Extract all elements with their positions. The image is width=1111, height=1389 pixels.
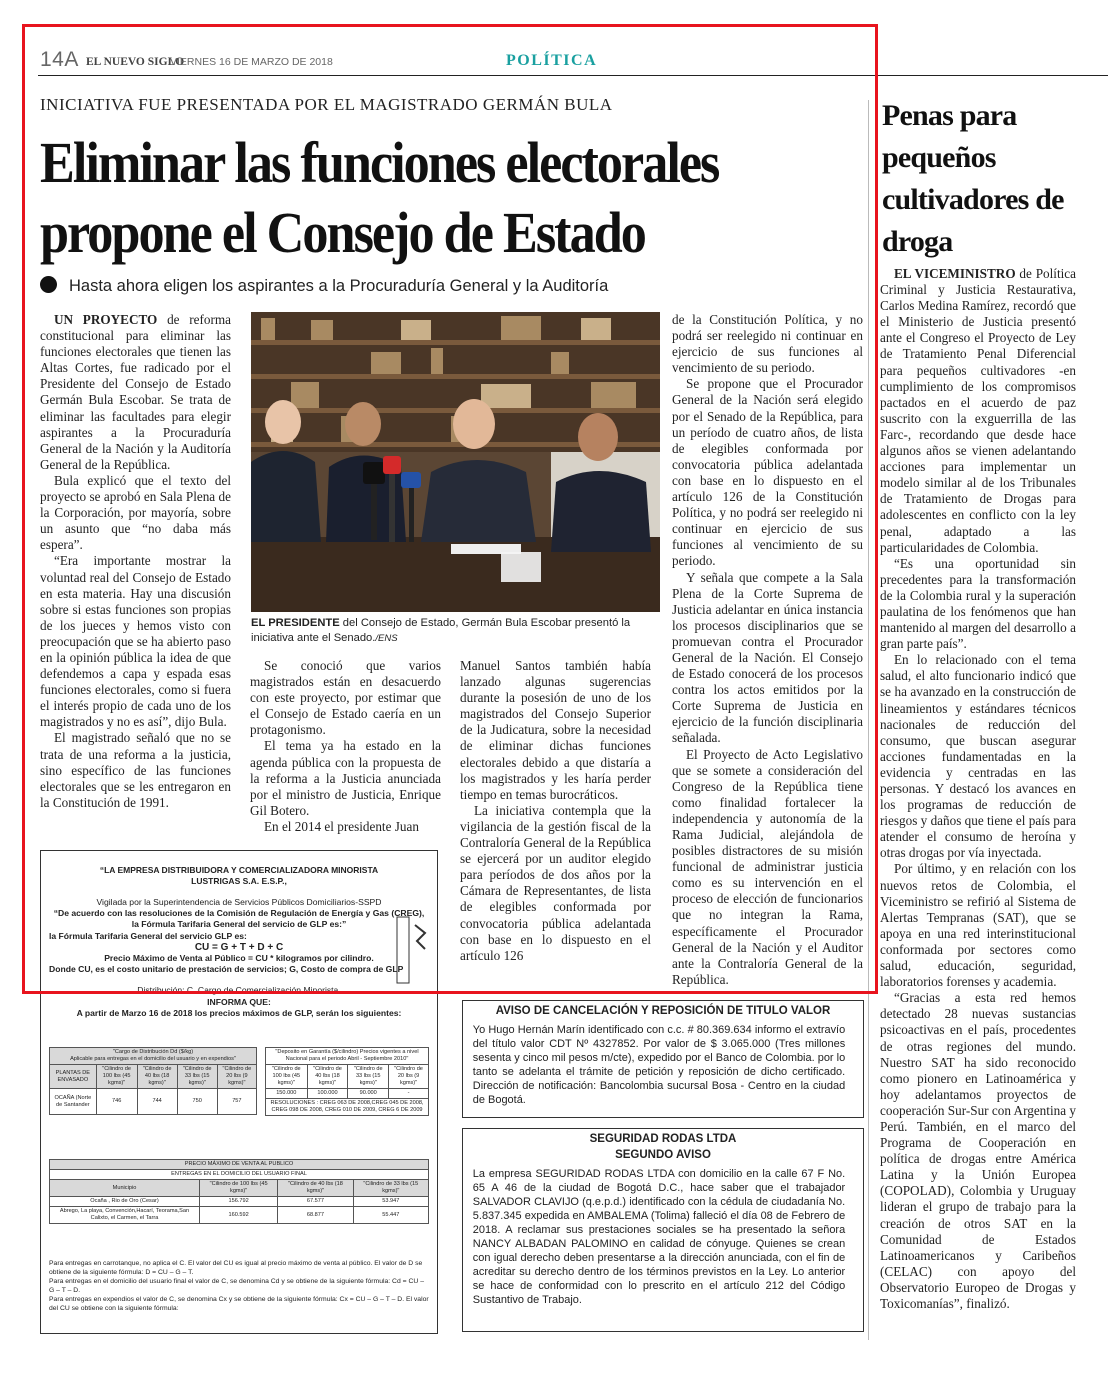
header-rule [38,75,1108,76]
paragraph: Se propone que el Procurador General de la Nación será elegido por el Senado de la República, para un período de cuatro años, de lista de elegibles conformada por convocatoria pública adelantada con base en lo dispuesto en el artículo 126 de la Constitución Política, y no podrá ser reelegido ni continuar en ejercicio de sus funciones al vencimiento de su periodo. [672,376,863,569]
press-conference-photo [251,312,660,612]
sspd-logo-icon [395,915,429,985]
glp-price-notice [40,850,438,1334]
table-header: "Cilindro de 100 lbs (45 kgms)" [266,1065,308,1089]
paragraph: de reforma constitucional para eliminar las funciones electorales que tienen las Altas Cortes, fue radicado por el Presidente del Consejo de Estado Germán Bula Escobar. Se trata de eliminar las facultades para elegir aspirantes a la Procuraduría General de la Nación y la Auditoría General de la República. [40,312,232,472]
photo-caption [251,616,660,646]
paragraph: Se conoció que varios magistrados están en desacuerdo con este proyecto, por estimar que el Consejo de Estado caería en un protagonismo. [250,658,441,738]
table-header: Municipio [50,1180,200,1197]
article-column-1 [40,312,231,811]
table-header: "Cilindro de 40 lbs (18 kgms)" [307,1065,348,1089]
ad-line: LUSTRIGAS S.A. E.S.P., [191,876,287,886]
page-number: 14A [40,48,79,71]
ad-line: Precio Máximo de Venta al Público = CU * kilogramos por cilindro. [104,953,374,964]
paragraph: El tema ya ha estado en la agenda pública con la propuesta de la reforma a la Justicia anunciada por el ministro de Justicia, Enrique Gil Botero. [250,738,441,818]
paragraph: de la Constitución Política, y no podrá ser reelegido ni continuar en ejercicio de sus funciones al vencimiento de su periodo. [672,312,863,376]
caption-lead: EL PRESIDENTE [251,617,340,629]
table-header: "Cilindro de 40 lbs (18 kgms)" [137,1065,177,1089]
table-header-row [50,1180,429,1197]
table-header: "Cilindro de 33 lbs (15 kgms)" [353,1180,428,1197]
table-cell: 90.000 [348,1089,389,1099]
table-header: "Cilindro de 33 lbs (15 kgms)" [348,1065,389,1089]
paragraph: de Política Criminal y Justicia Restaurativa, Carlos Medina Ramírez, recordó que el Ministerio de Justicia presentó ante el Congreso el Proyecto de Ley de Tratamiento Penal Diferencial para pequeños cultivadores -en cumplimiento de los compromisos pactados en el acuerdo de paz suscrito con la exguerrilla de las Farc-, recordando que desde hace algunos años se vienen adelantando acciones para implementar un modelo similar al de los Tribunales de Tratamiento de Drogas para adolescentes en conflicto con la ley penal, adaptado a las particularidades de Colombia. [880,266,1076,555]
table-header: "Cilindro de 100 lbs (45 kgms)" [96,1065,137,1089]
retail-price-table [49,1159,429,1224]
article-photo [251,312,660,612]
table-header: "Cilindro de 33 lbs (15 kgms)" [177,1065,217,1089]
table-cell: Abrego, La playa, Convención,Hacarí, Teorama,San Calixto, el Carmen, el Tarra [50,1207,200,1224]
table-title [50,1048,257,1065]
table-title: PRECIO MÁXIMO DE VENTA AL PUBLICO [50,1160,429,1170]
paragraph: “Era importante mostrar la voluntad real del Consejo de Estado en esta materia. Hay una discusión sobre si estas funciones son propias de los jueces y hemos visto con preocupación que se ha abierto paso en la opinión pública la idea de que defendemos a capa y espada esas funciones electorales, como si fuera el interés propio de cada uno de los magistrados y no es así”, dijo Bula. [40,553,231,730]
table-cell: Ocaña , Rio de Oro (Cesar) [50,1197,200,1207]
article-headline: Eliminar las funciones electorales propone el Consejo de Estado [40,130,719,265]
ad-formula-block [49,897,429,1019]
table-cell: 744 [137,1089,177,1115]
article-column-2 [250,658,441,835]
table-row [50,1089,257,1115]
subhead-text: Hasta ahora eligen los aspirantes a la Procuraduría General y la Auditoría [69,277,609,295]
table-cell: OCAÑA (Norte de Santander [50,1089,97,1115]
notice-title: SEGURIDAD RODAS LTDA [589,1133,737,1145]
article-kicker: INICIATIVA FUE PRESENTADA POR EL MAGISTRADO GERMÁN BULA [40,95,613,114]
footnote: Para entregas en expendios el valor de C, se denomina Cx y se obtiene de la siguiente fórmula: Cx = CU – G – T – D. El valor del CU se obtiene con la siguiente fórmula: [49,1296,429,1312]
notice-text: La empresa SEGURIDAD RODAS LTDA con domicilio en la calle 67 F No. 65 A 46 de la ciudad de Bogotá D.C., hace saber que el trabajador SALVADOR CLAVIJO (q.e.p.d.) identificado con la cédula de ciudadanía No. 5.837.345 expedida en AMBALEMA (Tolima) falleció el día 08 de Febrero de 2018. A reclamar sus prestaciones sociales se ha presentado la señora NANCY ALBADAN PALOMINO en calidad de cónyuge. Quienes se crean con igual derecho deben presentarse a la dirección anunciada, con el fin de acreditar su derecho dentro de los términos previstos en la Ley. Lo anterior se hace de conformidad con lo prescrito en el artículo 212 del Código Sustantivo de Trabajo. [472,1168,846,1306]
table-cell: 750 [177,1089,217,1115]
table-row [50,1197,429,1207]
sidebar-body [880,266,1076,1312]
ad-line: Donde CU, es el costo unitario de prestación de servicios; G, Costo de compra de GLP [49,964,404,975]
paragraph: Bula explicó que el texto del proyecto se aprobó en Sala Plena de la Corporación, por mayoría, sobre un asunto que “no daba más espera”. [40,472,231,553]
table-cell: 160.592 [200,1207,278,1224]
table-cell: 150.000 [266,1089,308,1099]
column-divider [868,100,869,1340]
article-column-3 [460,658,651,964]
table-title-line: "Cargo de Distribución Dd ($/kg) [112,1049,194,1055]
table-cell: 757 [217,1089,256,1115]
distribution-charge-table [49,1047,257,1115]
notice-text: Yo Hugo Hernán Marín identificado con c.c. # 80.369.634 informo el extravío del título valor CDT Nº 4327852. Por valor de $ 3.065.000 (Tres millones sesenta y cinco mil pesos m/cte), expedido por el Banco de Colombia. por lo tanto se adelanta el trámite de petición y reposición de dicho certificado. Dirección de notificación: Bancolombia sucursal Bosa - Centro en la ciudad de Bogotá. [472,1024,846,1106]
paragraph: Y señala que compete a la Sala Plena de la Corte Suprema de Justicia adelantar en única instancia los procesos disciplinarios que se promuevan contra el Procurador General de la Nación. El Consejo de Estado conocerá de los procesos contra los actos emitidos por la Corte Suprema de Justicia en ejercicio de la función disciplinaria señalada. [672,569,863,746]
paragraph: En lo relacionado con el tema salud, el alto funcionario indicó que se ha avanzado en la construcción de lineamientos y estándares técnicos nacionales de reducción del consumo, que buscan asegurar acciones fundamentadas en la evidencia y centradas en las personas. Y destacó los avances en los programas de reducción de riesgos y daños que tiene el país para atender el consumo de heroína y otras drogas por vía inyectada. [880,652,1076,861]
issue-date: VIERNES 16 DE MARZO DE 2018 [170,56,333,68]
caption-text: del Consejo de Estado, Germán Bula Escobar presentó la iniciativa ante el Senado. [251,617,631,644]
footnote: Para entregas en el domicilio del usuario final el valor de C, se denomina Cd y se obtiene de la siguiente fórmula: Cd = CU – G – T – D. [49,1278,424,1294]
table-header: "Cilindro de 20 lbs (9 kgms)" [389,1065,429,1089]
paragraph: Por último, y en relación con los nuevos retos de Colombia, el Viceministro se refirió al Sistema de Alertas Tempranas (SAT), que se apoya en una red interinstitucional conformada por sectores como salud, educación, seguridad, laboratorios forenses y academia. [880,861,1076,990]
table-title-line: Aplicable para entregas en el domicilio del usuario y en expendios" [70,1056,236,1062]
table-row [50,1207,429,1224]
table-note: RESOLUCIONES : CREG 063 DE 2008,CREG 045 DE 2008, CREG 098 DE 2008, CREG 010 DE 2009, CREG 6 DE 2009 [266,1099,429,1116]
table-cell: 156.792 [200,1197,278,1207]
ad-line: la Fórmula Tarifaria General del servicio de GLP es:” [131,919,347,930]
paragraph: El Proyecto de Acto Legislativo que se somete a consideración del Congreso de la República tiene como finalidad fortalecer la independencia y autonomía de la Rama Judicial, alejándola de posibles distractores de su misión funcional de administrar justicia como es su intervención en el proceso de elección de funcionarios que no integran la Rama, específicamente el Procurador General de la Nación y el Auditor ante la Contraloría General de la República. [672,746,863,987]
cdt-cancellation-notice [462,1000,864,1118]
notice-subtitle: SEGUNDO AVISO [615,1149,711,1161]
paragraph: “Gracias a esta red hemos detectado 28 nuevas sustancias psicoactivas en el país, procedentes de otras regiones del mundo. Nuestro SAT ha sido reconocido como pionero en Latinoamérica y hoy adelantamos proyectos de cooperación Sur-Sur con Argentina y Perú. También, en el marco del Programa de Cooperación en política de drogas entre América Latina y la Unión Europea (COPOLAD), Colombia y Uruguay lideran el grupo de trabajo para la creación de otros SAT en la Comunidad de Estados Latinoamericanos y Caribeños (CELAC) con apoyo del Observatorio Europeo de Drogas y Toxicomanías”, finalizó. [880,990,1076,1311]
ad-line: la Fórmula Tarifaria General del servicio GLP es: [49,930,247,941]
table-subtitle: ENTREGAS EN EL DOMICILIO DEL USUARIO FINAL [50,1170,429,1180]
ad-line: Distribución; C, Cargo de Comercialización Minorista. [137,985,341,996]
bullet-icon [40,276,57,293]
table-header: PLANTAS DE ENVASADO [50,1065,97,1089]
sidebar-headline: Penas para pequeños cultivadores de droga [882,99,1064,258]
table-header: "Cilindro de 40 lbs (18 kgms)" [278,1180,353,1197]
article-subhead [40,276,608,296]
paragraph: El magistrado señaló que no se trata de una reforma a la justicia, sino específico de las funciones electorales que se les entregaron en la Constitución de 1991. [40,730,231,810]
table-header: "Cilindro de 100 lbs (45 kgms)" [200,1180,278,1197]
ad-line: A partir de Marzo 16 de 2018 los precios máximos de GLP, serán los siguientes: [76,1007,402,1018]
ad-footnotes [49,1259,429,1313]
ad-line: CU = G + T + D + C [194,941,284,953]
table-header-row [266,1065,429,1089]
table-cell: 55.447 [353,1207,428,1224]
table-cell: - [389,1089,429,1099]
table-title: "Deposito en Garantía ($/cilindro) Precios vigentes a nivel Nacional para el periodo Abril - Septiembre 2010" [266,1048,429,1065]
table-cell: 53.947 [353,1197,428,1207]
deposit-guarantee-table [265,1047,429,1116]
ad-line: “De acuerdo con las resoluciones de la Comisión de Regulación de Energía y Gas (CREG), [53,908,425,919]
table-cell: 68.877 [278,1207,353,1224]
page-header [38,46,1108,76]
ad-line: INFORMA QUE: [207,996,271,1007]
seguridad-rodas-notice [462,1128,864,1332]
ad-line: “LA EMPRESA DISTRIBUIDORA Y COMERCIALIZADORA MINORISTA [99,865,379,875]
paragraph: La iniciativa contempla que la vigilancia de la gestión fiscal de la Contraloría General de la República se ejercerá por un auditor elegido para períodos de dos años por la Cámara de Representantes, de lista de elegibles conformada por convocatoria pública adelantada con base en lo dispuesto en el artículo 126 [460,802,651,963]
newspaper-name: EL NUEVO SIGLO [86,56,185,68]
caption-credit: /ENS [375,633,398,644]
table-header-row [50,1065,257,1089]
ad-company [41,865,437,887]
table-cell: 67.577 [278,1197,353,1207]
notice-title: AVISO DE CANCELACIÓN Y REPOSICIÓN DE TITULO VALOR [495,1005,831,1017]
lead-in: UN PROYECTO [54,312,158,327]
footnote: Para entregas en carrotanque, no aplica el C. El valor del CU es igual al precio máximo de venta al público. El valor de D se obtiene de la siguiente fórmula: D = CU – G – T. [49,1260,423,1276]
table-header: "Cilindro de 20 lbs (9 kgms)" [217,1065,256,1089]
table-cell: 100.000 [307,1089,348,1099]
article-column-4 [672,312,863,988]
section-label: POLÍTICA [506,52,598,69]
lead-in: EL VICEMINISTRO [894,266,1016,281]
table-row [266,1089,429,1099]
paragraph: En el 2014 el presidente Juan [264,818,419,834]
paragraph: “Es una oportunidad sin precedentes para la transformación de la Colombia rural y la superación paulatina de los fenómenos que han mantenido al margen del desarrollo a gran parte país”. [880,555,1076,652]
paragraph: Manuel Santos también había lanzado algunas sugerencias durante la posesión de uno de los magistrados del Consejo Superior de la Judicatura, sobre la necesidad de eliminar dichas funciones electorales debido a que distaría a los magistrados y les haría perder tiempo en temas burocráticos. [460,658,651,802]
ad-line: Vigilada por la Superintendencia de Servicios Públicos Domiciliarios-SSPD [96,897,382,907]
table-cell: 746 [96,1089,137,1115]
